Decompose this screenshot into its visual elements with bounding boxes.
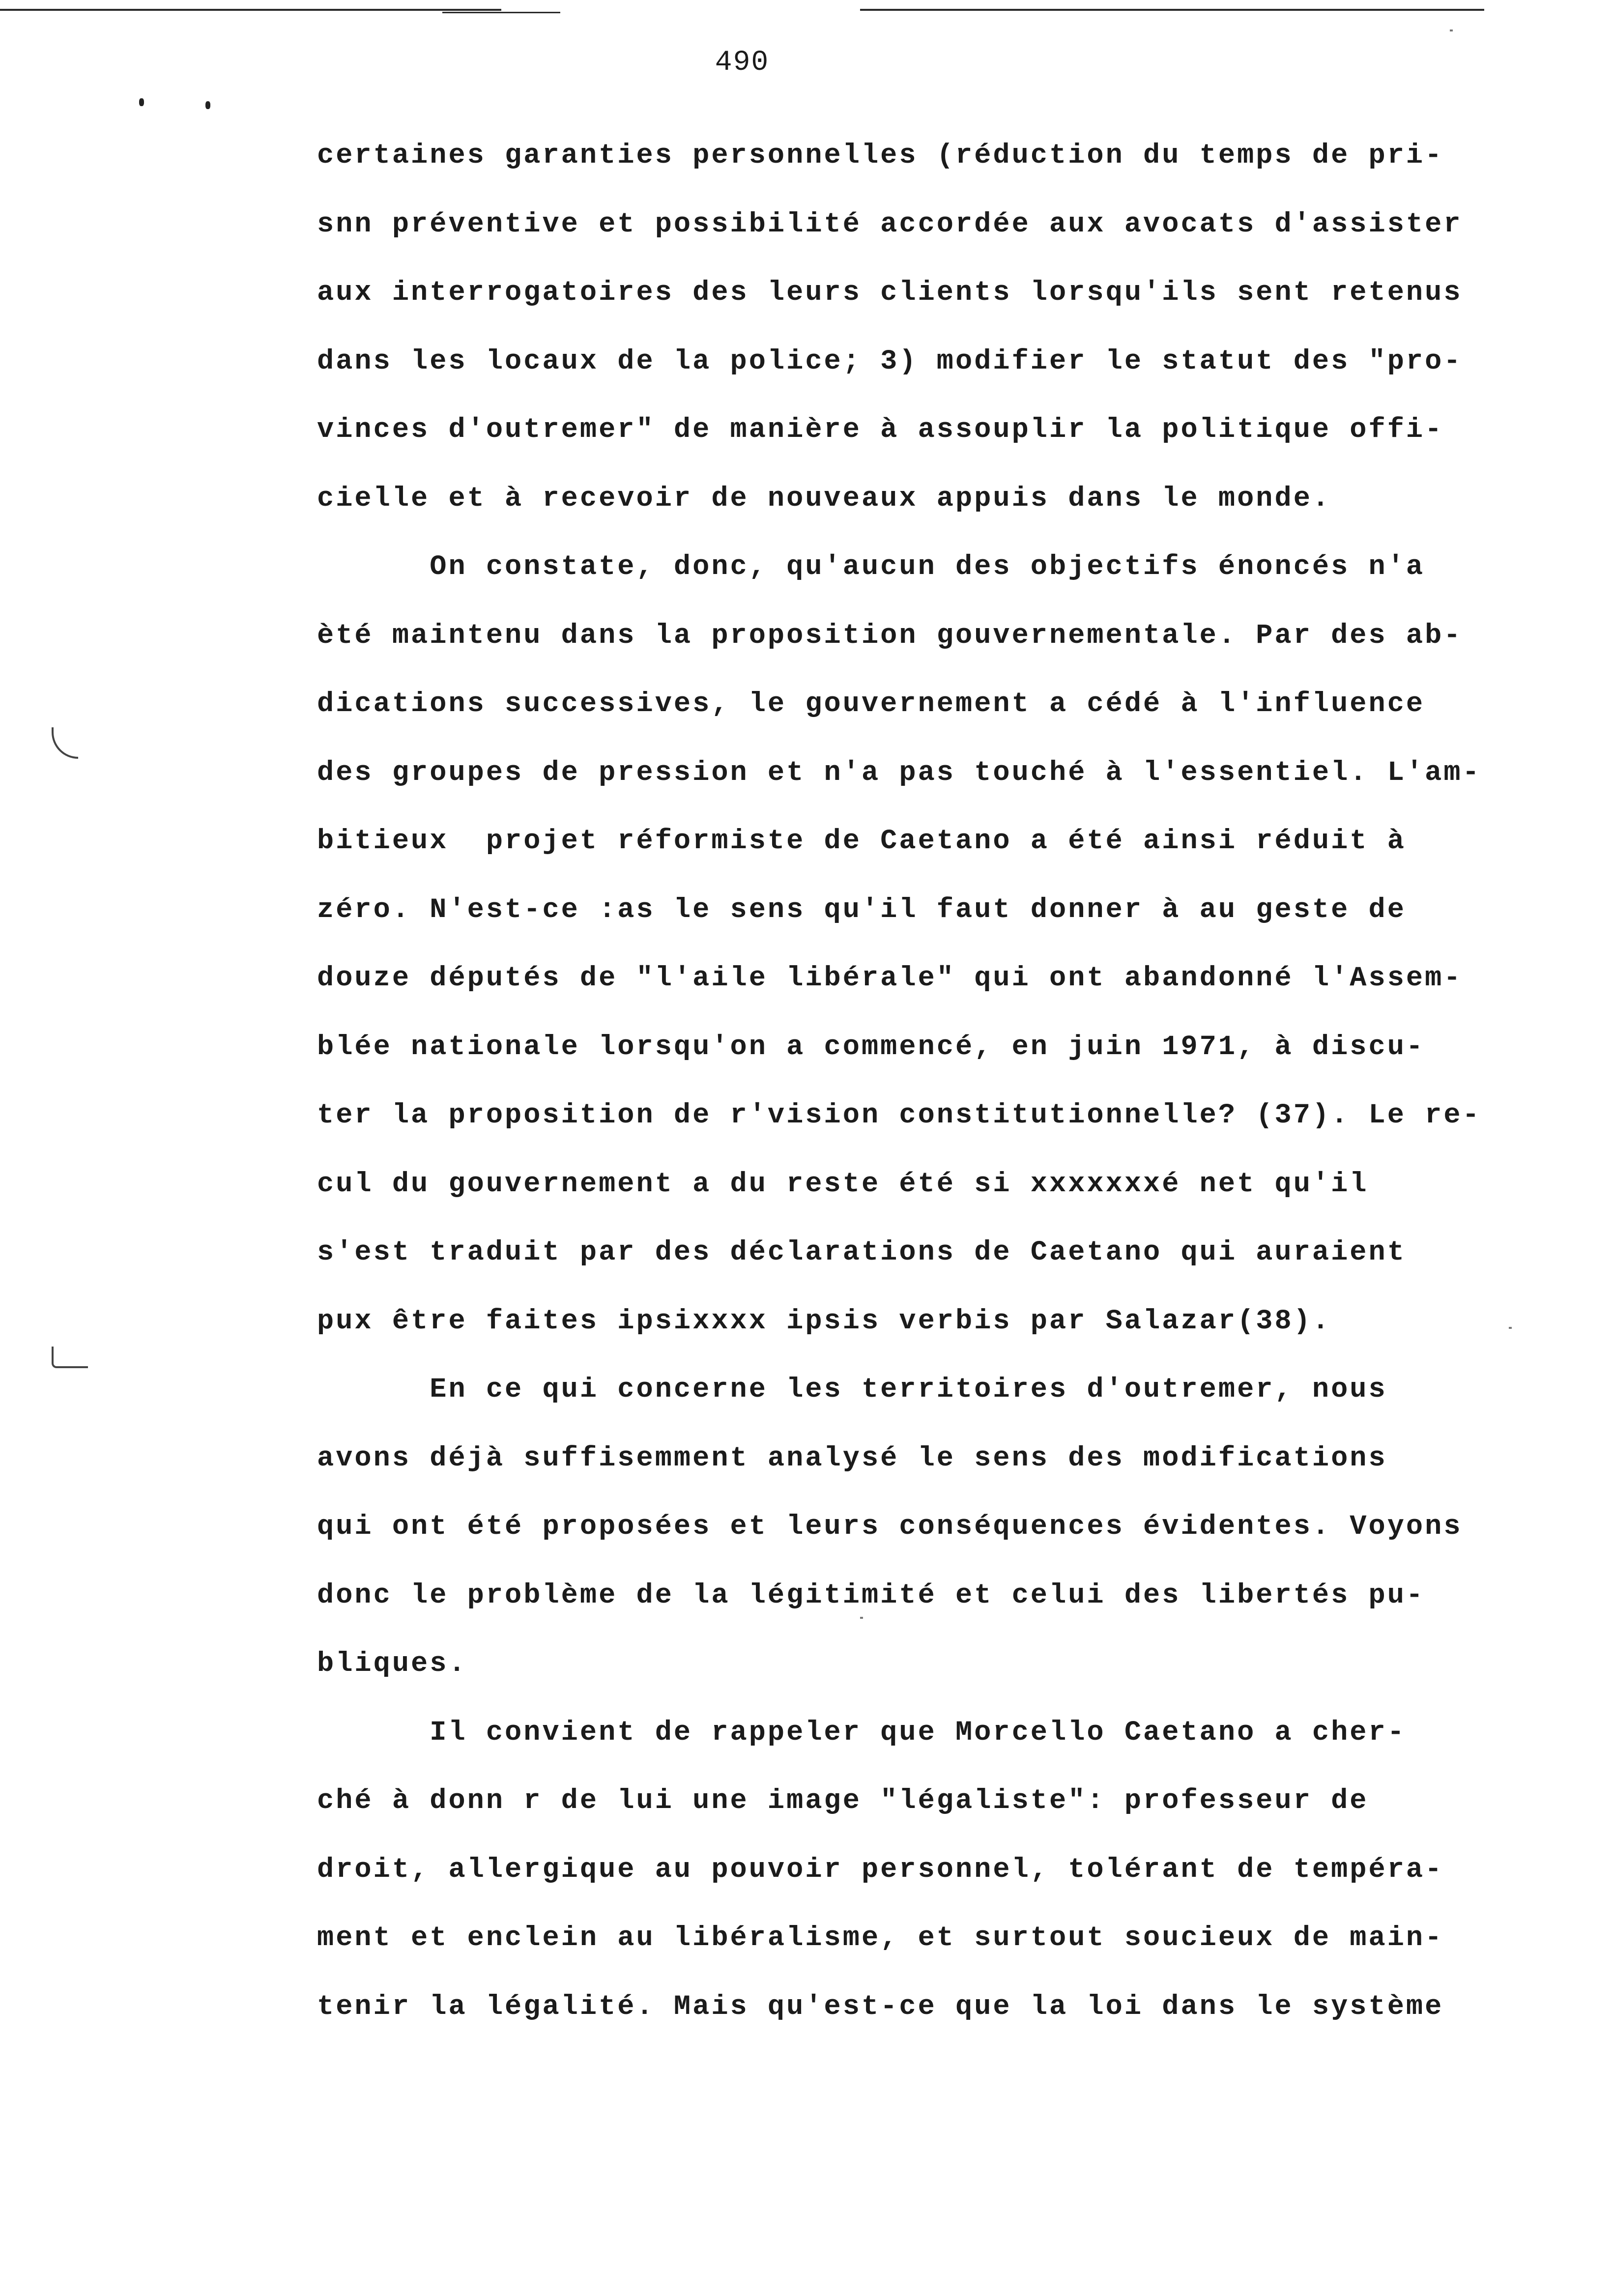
text-line: cul du gouvernement a du reste été si xxxxxxxé net qu'il xyxy=(317,1168,1369,1200)
text-line: dications successives, le gouvernement a cédé à l'influence xyxy=(317,689,1425,720)
text-line: aux interrogatoires des leurs clients lorsqu'ils sent retenus xyxy=(317,277,1463,309)
text-line: ché à donn r de lui une image "légaliste": professeur de xyxy=(317,1785,1369,1817)
text-line: zéro. N'est-ce :as le sens qu'il faut donner à au geste de xyxy=(317,894,1406,926)
margin-dot xyxy=(205,101,210,109)
body-text xyxy=(317,122,1575,2041)
hole-punch-mark xyxy=(52,727,78,759)
text-line: En ce qui concerne les territoires d'outremer, nous xyxy=(317,1374,1387,1406)
text-line: vinces d'outremer" de manière à assouplir la politique offi- xyxy=(317,414,1444,446)
text-line: blée nationale lorsqu'on a commencé, en juin 1971, à discu- xyxy=(317,1031,1425,1063)
scan-speck xyxy=(1450,29,1453,31)
text-line: certaines garanties personnelles (réduction du temps de pri- xyxy=(317,140,1444,172)
top-rule-mid xyxy=(442,12,560,13)
top-rule-right xyxy=(860,9,1484,11)
text-line: douze députés de "l'aile libérale" qui ont abandonné l'Assem- xyxy=(317,963,1463,994)
text-line: droit, allergique au pouvoir personnel, tolérant de tempéra- xyxy=(317,1854,1444,1886)
text-line: dans les locaux de la police; 3) modifier le statut des "pro- xyxy=(317,345,1463,377)
text-line: Il convient de rappeler que Morcello Caetano a cher- xyxy=(317,1717,1406,1749)
hole-punch-mark xyxy=(52,1347,88,1368)
text-line: des groupes de pression et n'a pas touché à l'essentiel. L'am- xyxy=(317,757,1481,789)
text-line: bitieux projet réformiste de Caetano a été ainsi réduit à xyxy=(317,826,1406,857)
text-line: bliques. xyxy=(317,1648,467,1680)
text-line: On constate, donc, qu'aucun des objectifs énoncés n'a xyxy=(317,551,1425,583)
text-line: ment et enclein au libéralisme, et surtout soucieux de main- xyxy=(317,1923,1444,1954)
text-line: pux être faites ipsixxxx ipsis verbis par Salazar(38). xyxy=(317,1305,1331,1337)
top-rule-left xyxy=(0,9,501,11)
text-line: èté maintenu dans la proposition gouvernementale. Par des ab- xyxy=(317,620,1463,652)
page-number: 490 xyxy=(715,47,770,79)
margin-dot xyxy=(139,98,144,106)
text-line: ter la proposition de r'vision constitutionnelle? (37). Le re- xyxy=(317,1100,1481,1131)
text-line: tenir la légalité. Mais qu'est-ce que la loi dans le système xyxy=(317,1991,1444,2023)
text-line: donc le problème de la légitimité et celui des libertés pu- xyxy=(317,1579,1425,1611)
text-line: cielle et à recevoir de nouveaux appuis dans le monde. xyxy=(317,483,1331,515)
text-line: qui ont été proposées et leurs conséquences évidentes. Voyons xyxy=(317,1511,1463,1543)
text-line: s'est traduit par des déclarations de Caetano qui auraient xyxy=(317,1237,1406,1268)
text-line: snn préventive et possibilité accordée aux avocats d'assister xyxy=(317,208,1463,240)
text-line: avons déjà suffisemment analysé le sens des modifications xyxy=(317,1442,1387,1474)
